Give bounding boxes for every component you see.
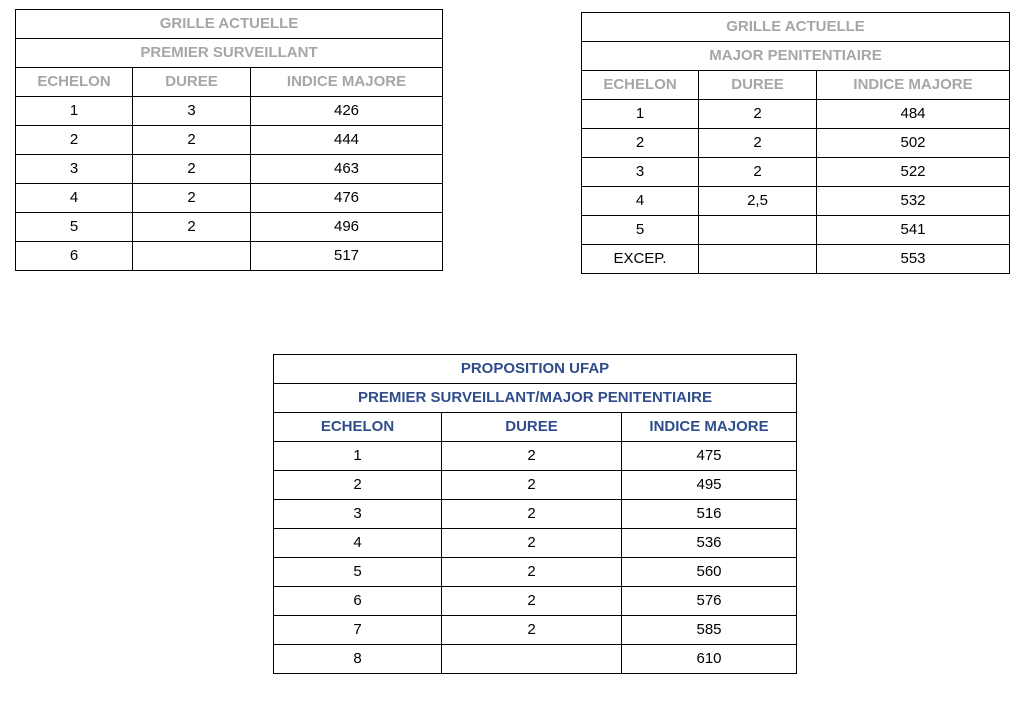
echelon-cell: 4: [582, 187, 699, 216]
echelon-cell: 7: [274, 616, 442, 645]
table-row: [274, 587, 797, 616]
indice-cell: 496: [251, 213, 443, 242]
indice-cell: 502: [817, 129, 1010, 158]
duree-cell: [699, 245, 817, 274]
table-subtitle: PREMIER SURVEILLANT/MAJOR PENITENTIAIRE: [274, 384, 797, 413]
indice-cell: 541: [817, 216, 1010, 245]
indice-cell: 426: [251, 97, 443, 126]
duree-cell: [699, 216, 817, 245]
table-title: GRILLE ACTUELLE: [16, 10, 443, 39]
table-row: [274, 442, 797, 471]
duree-cell: 2: [699, 100, 817, 129]
indice-cell: 495: [622, 471, 797, 500]
column-header-echelon: ECHELON: [582, 71, 699, 100]
table-row: [582, 245, 1010, 274]
grille-major-penitentiaire-table: [581, 12, 1010, 274]
echelon-cell: 4: [274, 529, 442, 558]
column-header-duree: DUREE: [699, 71, 817, 100]
table-row: [16, 97, 443, 126]
echelon-cell: 5: [274, 558, 442, 587]
echelon-cell: 6: [274, 587, 442, 616]
column-header-duree: DUREE: [133, 68, 251, 97]
table-row: [274, 500, 797, 529]
indice-cell: 444: [251, 126, 443, 155]
table-title: GRILLE ACTUELLE: [582, 13, 1010, 42]
column-header-indice-majore: INDICE MAJORE: [622, 413, 797, 442]
echelon-cell: 1: [274, 442, 442, 471]
echelon-cell: 1: [582, 100, 699, 129]
echelon-cell: 3: [16, 155, 133, 184]
duree-cell: 2: [699, 129, 817, 158]
indice-cell: 576: [622, 587, 797, 616]
table-row: [582, 100, 1010, 129]
indice-cell: 532: [817, 187, 1010, 216]
column-header-echelon: ECHELON: [16, 68, 133, 97]
indice-cell: 522: [817, 158, 1010, 187]
echelon-cell: 2: [274, 471, 442, 500]
duree-cell: [442, 645, 622, 674]
indice-cell: 516: [622, 500, 797, 529]
table-row: [16, 126, 443, 155]
duree-cell: 2: [133, 126, 251, 155]
duree-cell: 3: [133, 97, 251, 126]
duree-cell: 2: [442, 558, 622, 587]
table-row: [582, 129, 1010, 158]
echelon-cell: 1: [16, 97, 133, 126]
table-row: [274, 529, 797, 558]
indice-cell: 484: [817, 100, 1010, 129]
table-row: [16, 242, 443, 271]
table-title: PROPOSITION UFAP: [274, 355, 797, 384]
duree-cell: 2: [442, 587, 622, 616]
indice-cell: 560: [622, 558, 797, 587]
echelon-cell: 3: [274, 500, 442, 529]
echelon-cell: 8: [274, 645, 442, 674]
indice-cell: 476: [251, 184, 443, 213]
indice-cell: 610: [622, 645, 797, 674]
indice-cell: 553: [817, 245, 1010, 274]
echelon-cell: 4: [16, 184, 133, 213]
column-header-indice-majore: INDICE MAJORE: [817, 71, 1010, 100]
duree-cell: 2: [442, 471, 622, 500]
echelon-cell: 6: [16, 242, 133, 271]
duree-cell: 2: [442, 500, 622, 529]
duree-cell: 2: [133, 213, 251, 242]
duree-cell: 2: [442, 442, 622, 471]
table-subtitle: MAJOR PENITENTIAIRE: [582, 42, 1010, 71]
indice-cell: 463: [251, 155, 443, 184]
table-row: [274, 645, 797, 674]
table-row: [16, 184, 443, 213]
table-row: [582, 158, 1010, 187]
table-row: [16, 155, 443, 184]
duree-cell: 2: [133, 155, 251, 184]
echelon-cell: 5: [16, 213, 133, 242]
echelon-cell: EXCEP.: [582, 245, 699, 274]
duree-cell: 2: [133, 184, 251, 213]
duree-cell: 2: [699, 158, 817, 187]
echelon-cell: 2: [582, 129, 699, 158]
proposition-ufap-table: [273, 354, 797, 674]
table-row: [582, 187, 1010, 216]
table-row: [274, 616, 797, 645]
grille-premier-surveillant-table: [15, 9, 443, 271]
column-header-echelon: ECHELON: [274, 413, 442, 442]
column-header-indice-majore: INDICE MAJORE: [251, 68, 443, 97]
duree-cell: 2,5: [699, 187, 817, 216]
echelon-cell: 5: [582, 216, 699, 245]
echelon-cell: 3: [582, 158, 699, 187]
indice-cell: 585: [622, 616, 797, 645]
indice-cell: 475: [622, 442, 797, 471]
table-subtitle: PREMIER SURVEILLANT: [16, 39, 443, 68]
table-row: [274, 471, 797, 500]
table-row: [274, 558, 797, 587]
duree-cell: 2: [442, 616, 622, 645]
duree-cell: 2: [442, 529, 622, 558]
table-row: [582, 216, 1010, 245]
table-row: [16, 213, 443, 242]
indice-cell: 536: [622, 529, 797, 558]
duree-cell: [133, 242, 251, 271]
indice-cell: 517: [251, 242, 443, 271]
echelon-cell: 2: [16, 126, 133, 155]
column-header-duree: DUREE: [442, 413, 622, 442]
